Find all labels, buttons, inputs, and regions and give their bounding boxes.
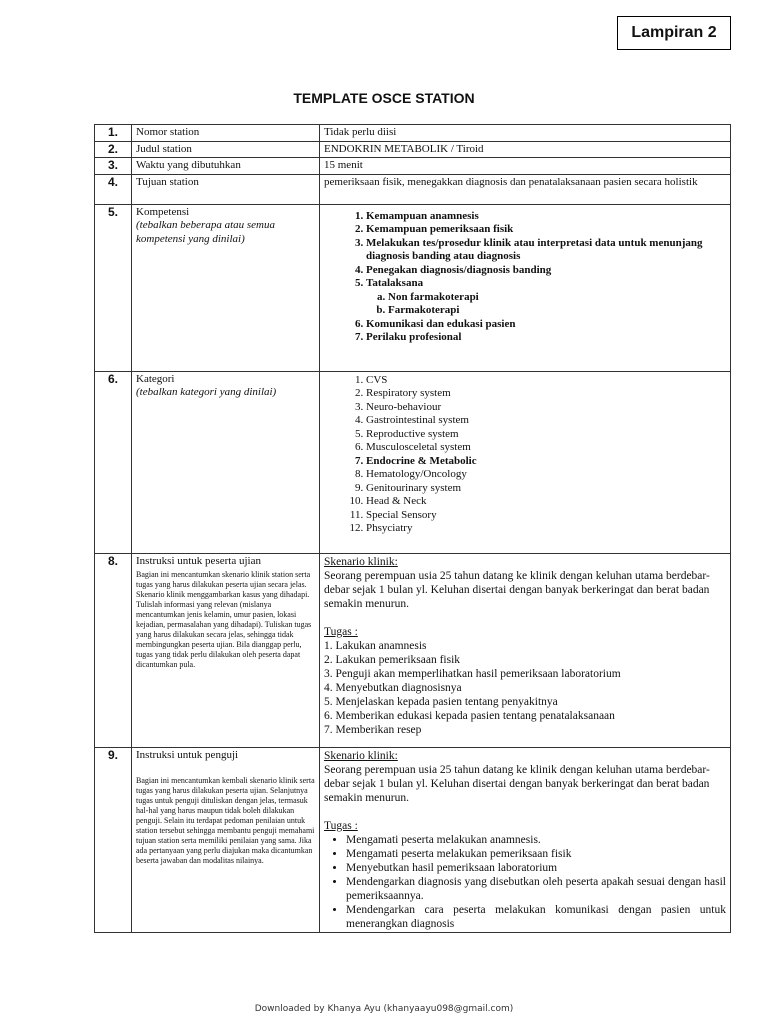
competency-cell [320,204,731,371]
table-row [95,141,731,158]
participant-instruction-note: Bagian ini mencantumkan skenario klinik station serta tugas yang harus dilakukan peserta ujian secara jelas. Skenario klinik menggambarkan kasus yang dihadapi. Tulislah informasi yang relevan (mislanya mencantumkan jenis kelamin, umur pasien, lokasi kejadian, permasalahan yang dihadapi). Tuliskan tugas yang harus dilakukan secara jelas, sehingga tidak membingungkan peserta ujian. Bila dianggap perlu, tugas yang tidak perlu dilakukan oleh peserta dapat dicantumkan pula. [136,570,312,669]
list-item: 4. Menyebutkan diagnosisnya [324,681,462,694]
list-item: 8. Hematology/Oncology [366,468,726,482]
table-row [95,174,731,204]
row-label [132,204,320,371]
row-label: Nomor station [132,125,320,142]
list-item: 5. Menjelaskan kepada pasien tentang penyakitnya [324,695,558,708]
attachment-label: Lampiran 2 [617,16,731,50]
list-item: 4. Penegakan diagnosis/diagnosis banding [366,264,726,278]
list-item: • Menyebutkan hasil pemeriksaan laboratorium [346,861,726,875]
tasks-heading: Tugas : [324,625,358,638]
table-row [95,553,731,747]
row-number: 4. [95,174,132,204]
list-item: 5. Reproductive system [366,428,726,442]
sub-list-item: b. Farmakoterapi [388,304,726,318]
list-item: 2. Kemampuan pemeriksaan fisik [366,223,726,237]
list-item: 10. Head & Neck [366,495,726,509]
download-footer: Downloaded by Khanya Ayu (khanyaayu098@gmail.com) [254,1004,514,1014]
category-label: Kategori [136,372,175,385]
table-row [95,371,731,553]
category-list [324,374,726,536]
competency-hint: (tebalkan beberapa atau semua kompetensi yang dinilai) [136,219,275,245]
list-item: 6. Memberikan edukasi kepada pasien tentang penatalaksanaan [324,709,615,722]
row-label: Tujuan station [132,174,320,204]
scenario-heading: Skenario klinik: [324,749,398,762]
list-item: 6. Musculosceletal system [366,441,726,455]
table-row [95,204,731,371]
row-value: 15 menit [320,158,731,175]
table-row [95,747,731,932]
list-item: 12. Phsyciatry [366,522,726,536]
list-item: • Mendengarkan cara peserta melakukan komunikasi dengan pasien untuk menerangkan diagnosis [346,903,726,931]
competency-label: Kompetensi [136,205,190,218]
list-item: 2. Lakukan pemeriksaan fisik [324,653,461,666]
list-item: • Mengamati peserta melakukan anamnesis. [346,833,726,847]
scenario-text: Seorang perempuan usia 25 tahun datang ke klinik dengan keluhan utama berdebar-debar sejak 1 bulan yl. Keluhan disertai dengan banyak berkeringat dan berat badan semakin menurun. [324,763,710,804]
row-number: 8. [95,553,132,747]
examiner-instruction-note: Bagian ini mencantumkan kembali skenario klinik serta tugas yang harus dilakukan peserta ujian. Selanjutnya tugas untuk penguji dituliskan dengan jelas, termasuk hal-hal yang harus maupun tidak boleh dilakukan penguji. Selain itu terdapat pedoman penilaian untuk station tersebut sehingga membantu penguji memahami tujuan station serta memiliki penilaian yang sama. Jika ada pertanyaan yang perlu diajukan maka dicantumkan beserta jawaban dan modalitas nilainya. [136,776,315,865]
list-item: 6. Komunikasi dan edukasi pasien [366,318,726,332]
scenario-text: Seorang perempuan usia 25 tahun datang ke klinik dengan keluhan utama berdebar-debar sejak 1 bulan yl. Keluhan disertai dengan banyak berkeringat dan berat badan semakin menurun. [324,569,710,610]
list-item: 3. Melakukan tes/prosedur klinik atau interpretasi data untuk menunjang diagnosis banding atau diagnosis [366,237,726,264]
row-label: Waktu yang dibutuhkan [132,158,320,175]
participant-instruction-label: Instruksi untuk peserta ujian [136,554,261,567]
list-item: 3. Neuro-behaviour [366,401,726,415]
category-cell [320,371,731,553]
competency-list [324,210,726,345]
list-item: 7. Perilaku profesional [366,331,726,345]
examiner-task-list [324,833,726,931]
sub-list [366,291,726,318]
examiner-scenario-cell [320,747,731,932]
sub-list-item: a. Non farmakoterapi [388,291,726,305]
list-item: 4. Gastrointestinal system [366,414,726,428]
row-number: 3. [95,158,132,175]
examiner-instruction-label: Instruksi untuk penguji [136,748,239,761]
document-title: TEMPLATE OSCE STATION [293,90,475,106]
row-number: 1. [95,125,132,142]
scenario-heading: Skenario klinik: [324,555,398,568]
list-item [366,277,726,318]
list-item: 7. Memberikan resep [324,723,422,736]
row-value: Tidak perlu diisi [320,125,731,142]
row-number: 6. [95,371,132,553]
list-item-label: Tatalaksana [366,277,424,289]
list-item: 11. Special Sensory [366,509,726,523]
list-item: 1. CVS [366,374,726,388]
category-hint: (tebalkan kategori yang dinilai) [136,386,277,398]
list-item: 1. Kemampuan anamnesis [366,210,726,224]
participant-scenario-cell [320,553,731,747]
list-item-selected: 7. Endocrine & Metabolic [366,455,726,469]
row-number: 9. [95,747,132,932]
row-number: 5. [95,204,132,371]
table-row [95,158,731,175]
row-label [132,553,320,747]
osce-station-table [94,124,731,933]
list-item: • Mengamati peserta melakukan pemeriksaan fisik [346,847,726,861]
list-item: • Mendengarkan diagnosis yang disebutkan oleh peserta apakah sesuai dengan hasil pemeriksaannya. [346,875,726,903]
list-item: 1. Lakukan anamnesis [324,639,427,652]
row-value: ENDOKRIN METABOLIK / Tiroid [320,141,731,158]
list-item: 9. Genitourinary system [366,482,726,496]
row-value: pemeriksaan fisik, menegakkan diagnosis dan penatalaksanaan pasien secara holistik [320,174,731,204]
table-row [95,125,731,142]
tasks-heading: Tugas : [324,819,358,832]
row-label: Judul station [132,141,320,158]
list-item: 3. Penguji akan memperlihatkan hasil pemeriksaan laboratorium [324,667,621,680]
row-label [132,747,320,932]
list-item: 2. Respiratory system [366,387,726,401]
row-label [132,371,320,553]
row-number: 2. [95,141,132,158]
